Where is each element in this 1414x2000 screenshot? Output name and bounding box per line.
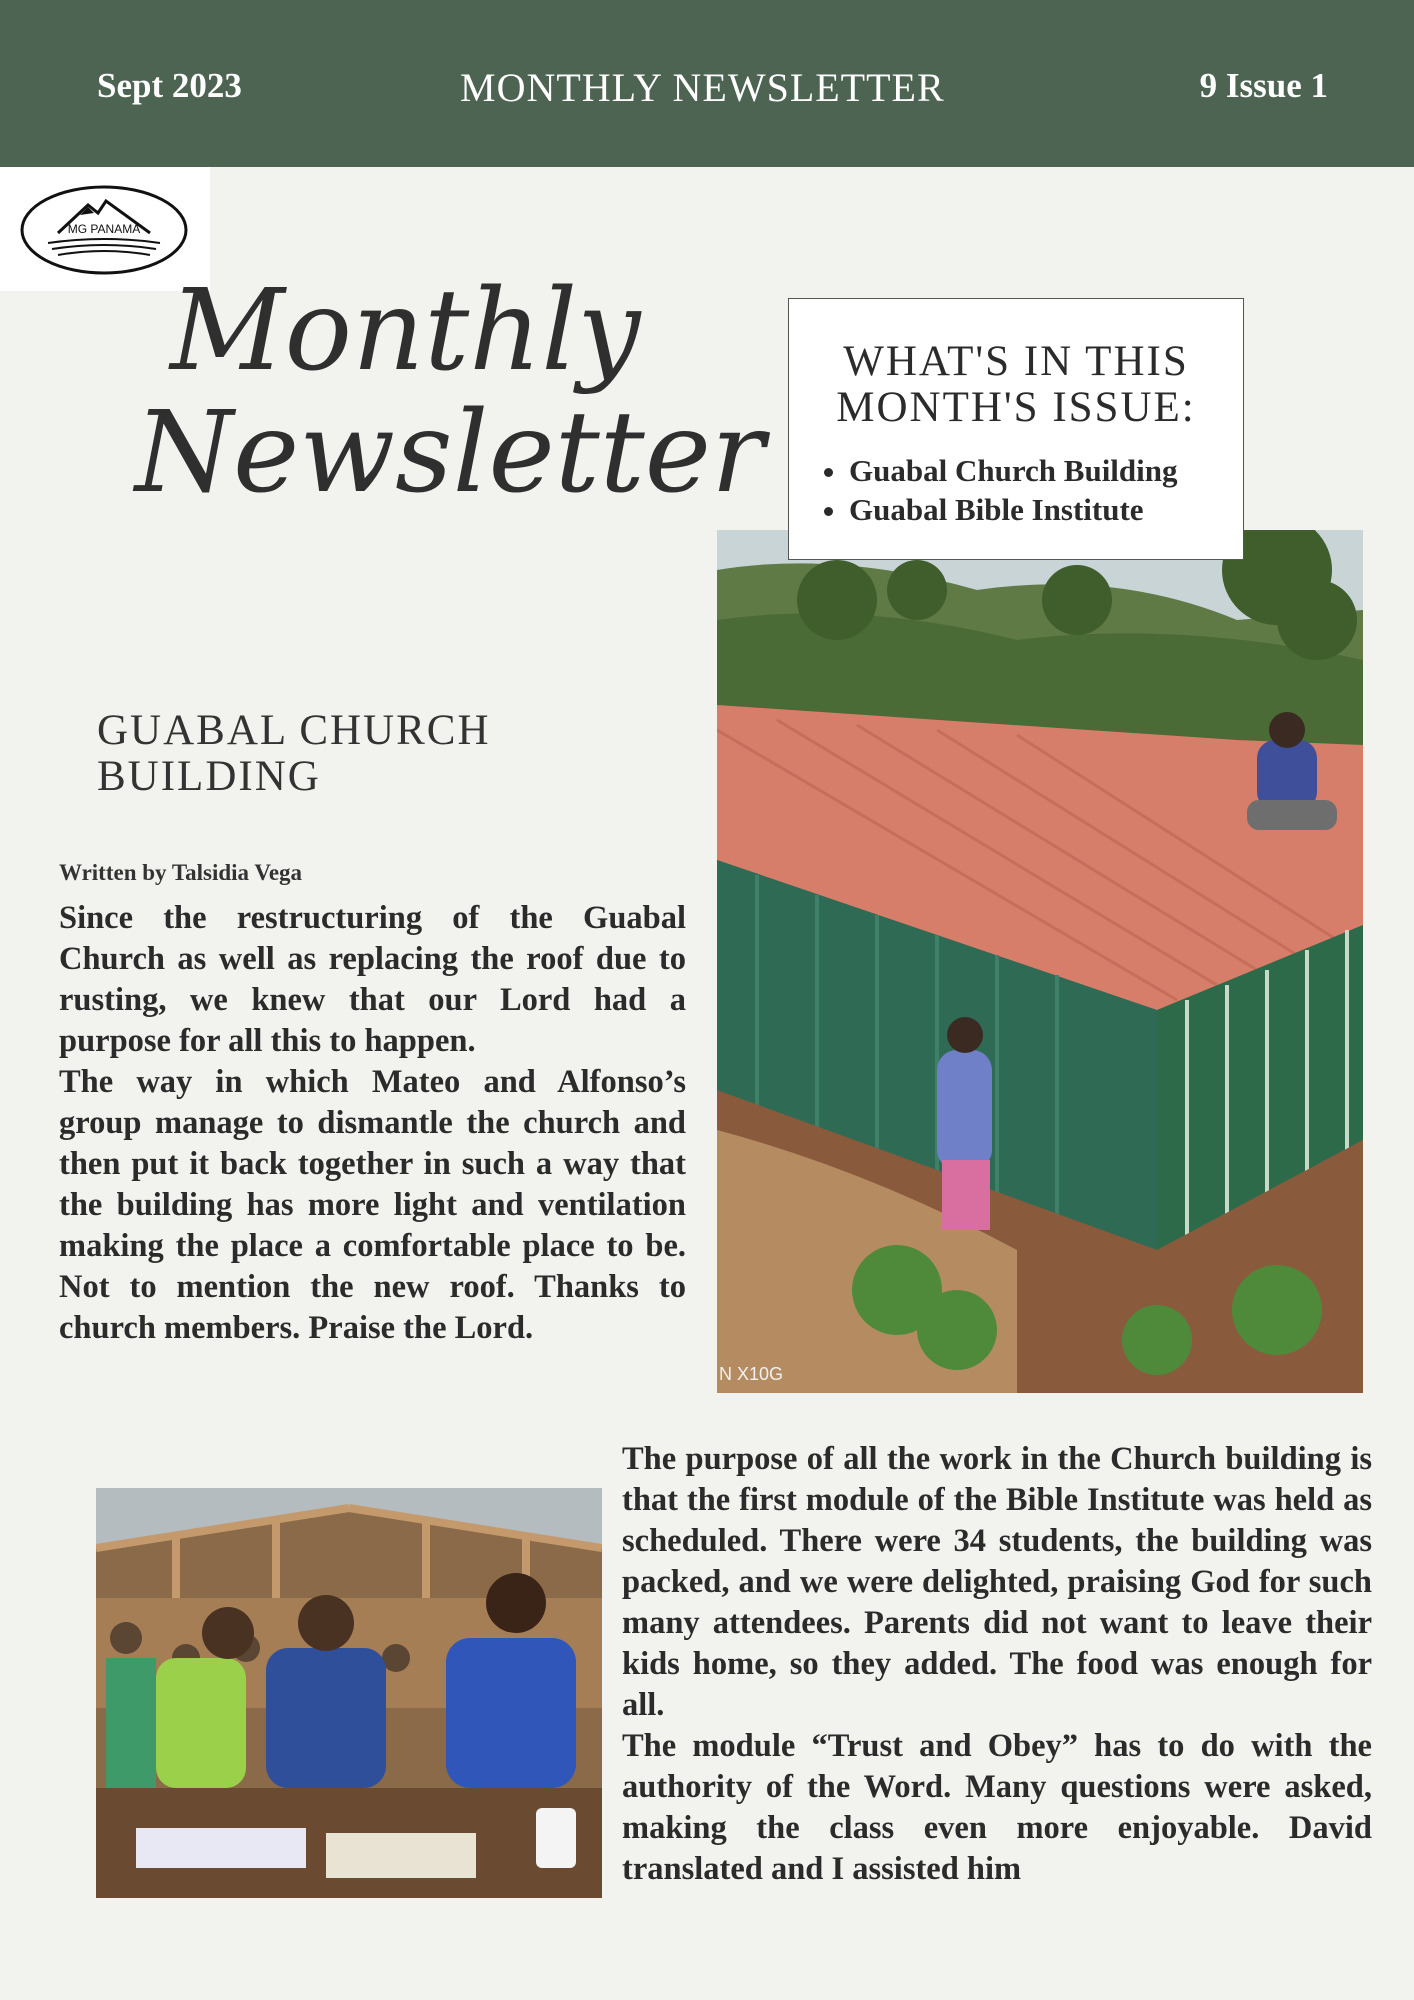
article-title: GUABAL CHURCH BUILDING xyxy=(97,707,491,800)
masthead-line-1: Monthly xyxy=(170,266,641,396)
paragraph: The module “Trust and Obey” has to do with the authority of the Word. Many questions were asked, making the class even more enjoyable. David translated and I assisted him xyxy=(622,1728,1372,1887)
newsletter-title: MONTHLY NEWSLETTER xyxy=(460,65,945,110)
church-building-photo xyxy=(717,530,1363,1393)
contents-box xyxy=(788,298,1244,560)
mountain-logo-icon xyxy=(18,183,190,277)
contents-list xyxy=(789,451,1243,529)
logo-text: MG PANAMA xyxy=(67,222,141,236)
photo-watermark: N X10G xyxy=(719,1364,784,1384)
issue-date: Sept 2023 xyxy=(97,66,242,105)
article-byline: Written by Talsidia Vega xyxy=(59,860,303,885)
paragraph: Since the restructuring of the Guabal Church as well as replacing the roof due to rusting, we knew that our Lord had a purpose for all this to happen. xyxy=(59,900,686,1059)
masthead-line-2: Newsletter xyxy=(135,388,765,518)
bible-institute-photo xyxy=(96,1488,602,1898)
issue-number: 9 Issue 1 xyxy=(1199,66,1328,105)
contents-heading: WHAT'S IN THIS MONTH'S ISSUE: xyxy=(836,338,1196,431)
article-column-1 xyxy=(59,898,686,1349)
contents-item: • Guabal Church Building xyxy=(849,451,1243,490)
paragraph: The purpose of all the work in the Church building is that the first module of the Bible Institute was held as scheduled. There were 34 students, the building was packed, and we were delighted, praising God for such many attendees. Parents did not want to leave their kids home, so they added. The food was enough for all. xyxy=(622,1441,1372,1723)
masthead-script-title xyxy=(135,266,765,518)
header-bar xyxy=(0,0,1414,167)
article-column-2 xyxy=(622,1439,1372,1890)
contents-item: • Guabal Bible Institute xyxy=(849,490,1243,529)
paragraph: The way in which Mateo and Alfonso’s group manage to dismantle the church and then put it back together in such a way that the building has more light and ventilation making the place a comfortable place to be. Not to mention the new roof. Thanks to church members. Praise the Lord. xyxy=(59,1064,686,1346)
